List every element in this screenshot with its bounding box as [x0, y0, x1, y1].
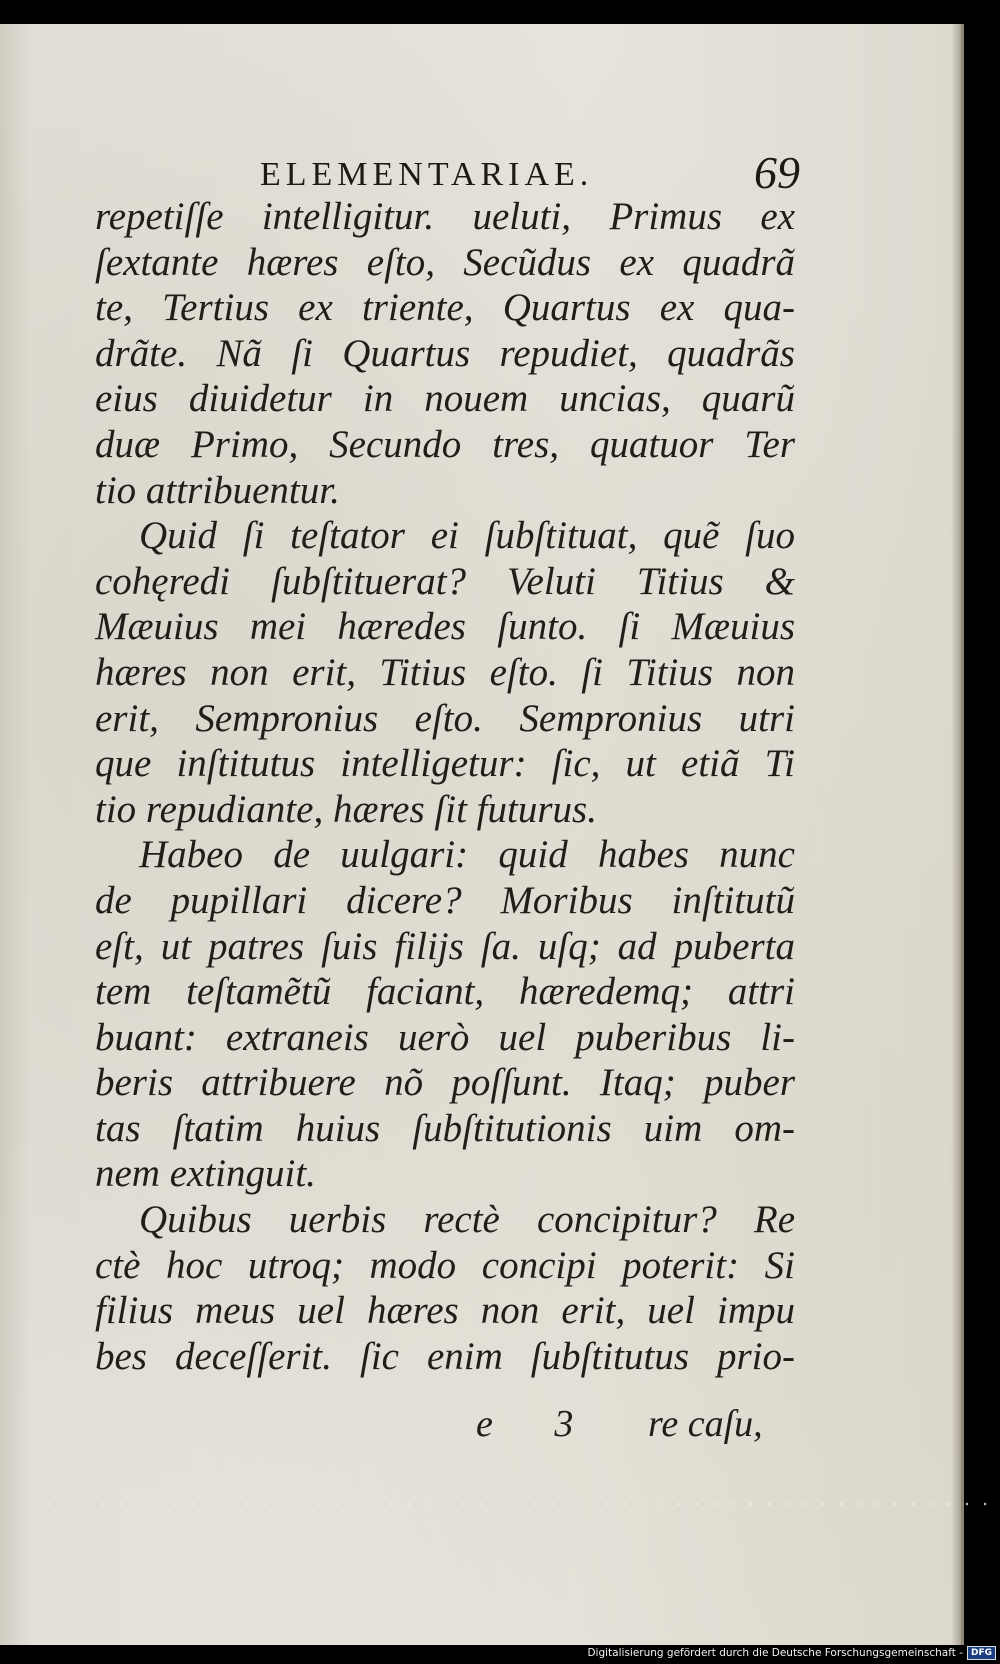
text-line: de pupillari dicere? Moribus inſtitutũ [95, 878, 795, 922]
text-line: Mæuius mei hæredes ſunto. ſi Mæuius [95, 605, 795, 649]
text-line: erit, Sempronius eſto. Sempronius utri [95, 696, 795, 740]
text-line: filius meus uel hæres non erit, uel impu [95, 1289, 795, 1333]
text-line: te, Tertius ex triente, Quartus ex qua- [95, 286, 795, 330]
text-line: eſt, ut patres ſuis filijs ſa. uſq; ad puberta [95, 924, 795, 968]
text-line: bes deceſſerit. ſic enim ſubſtitutus prio- [95, 1334, 795, 1378]
running-head: ELEMENTARIAE. [260, 156, 594, 193]
text-line: buant: extraneis uerò uel puberibus li- [95, 1015, 795, 1059]
page-number: 69 [754, 147, 800, 198]
signature-mark: e 3 [476, 1403, 600, 1445]
text-line: tem teſtamẽtũ faciant, hæredemq; attri [95, 970, 795, 1014]
text-line: que inſtitutus intelligetur: ſic, ut etiã Ti [95, 742, 795, 786]
text-line: hæres non erit, Titius eſto. ſi Titius non [95, 650, 795, 694]
catchword: re caſu, [648, 1403, 763, 1445]
dfg-logo: DFG [967, 1646, 996, 1660]
text-line: beris attribuere nõ poſſunt. Itaq; puber [95, 1061, 795, 1105]
text-line: eius diuidetur in nouem uncias, quarũ [95, 377, 795, 421]
text-line: ſextante hæres eſto, Secũdus ex quadrã [95, 240, 795, 284]
text-line: nem extinguit. [95, 1152, 316, 1196]
text-line: ctè hoc utroq; modo concipi poterit: Si [95, 1243, 795, 1287]
text-line: Habeo de uulgari: quid habes nunc [139, 833, 795, 877]
digitization-footer [587, 1644, 996, 1662]
scan-dot-line [40, 1502, 1000, 1506]
text-line: tio repudiante, hæres ſit futurus. [95, 787, 597, 831]
text-line: repetiſſe intelligitur. ueluti, Primus ex [95, 195, 795, 238]
signature-line [0, 1402, 961, 1452]
text-line: tas ſtatim huius ſubſtitutionis uim om- [95, 1106, 795, 1150]
text-line: cohęredi ſubſtituerat? Veluti Titius & [95, 559, 795, 603]
text-line: duæ Primo, Secundo tres, quatuor Ter [95, 422, 795, 466]
body-text [95, 194, 795, 1379]
text-line: tio attribuentur. [95, 468, 340, 512]
funding-credit: Digitalisierung gefördert durch die Deutsche Forschungsgemeinschaft - [587, 1647, 963, 1659]
book-page [0, 24, 964, 1645]
text-line: drãte. Nã ſi Quartus repudiet, quadrãs [95, 331, 795, 375]
text-line: Quid ſi teſtator ei ſubſtituat, quẽ ſuo [139, 514, 795, 558]
text-line: Quibus uerbis rectè concipitur? Re [139, 1198, 795, 1242]
